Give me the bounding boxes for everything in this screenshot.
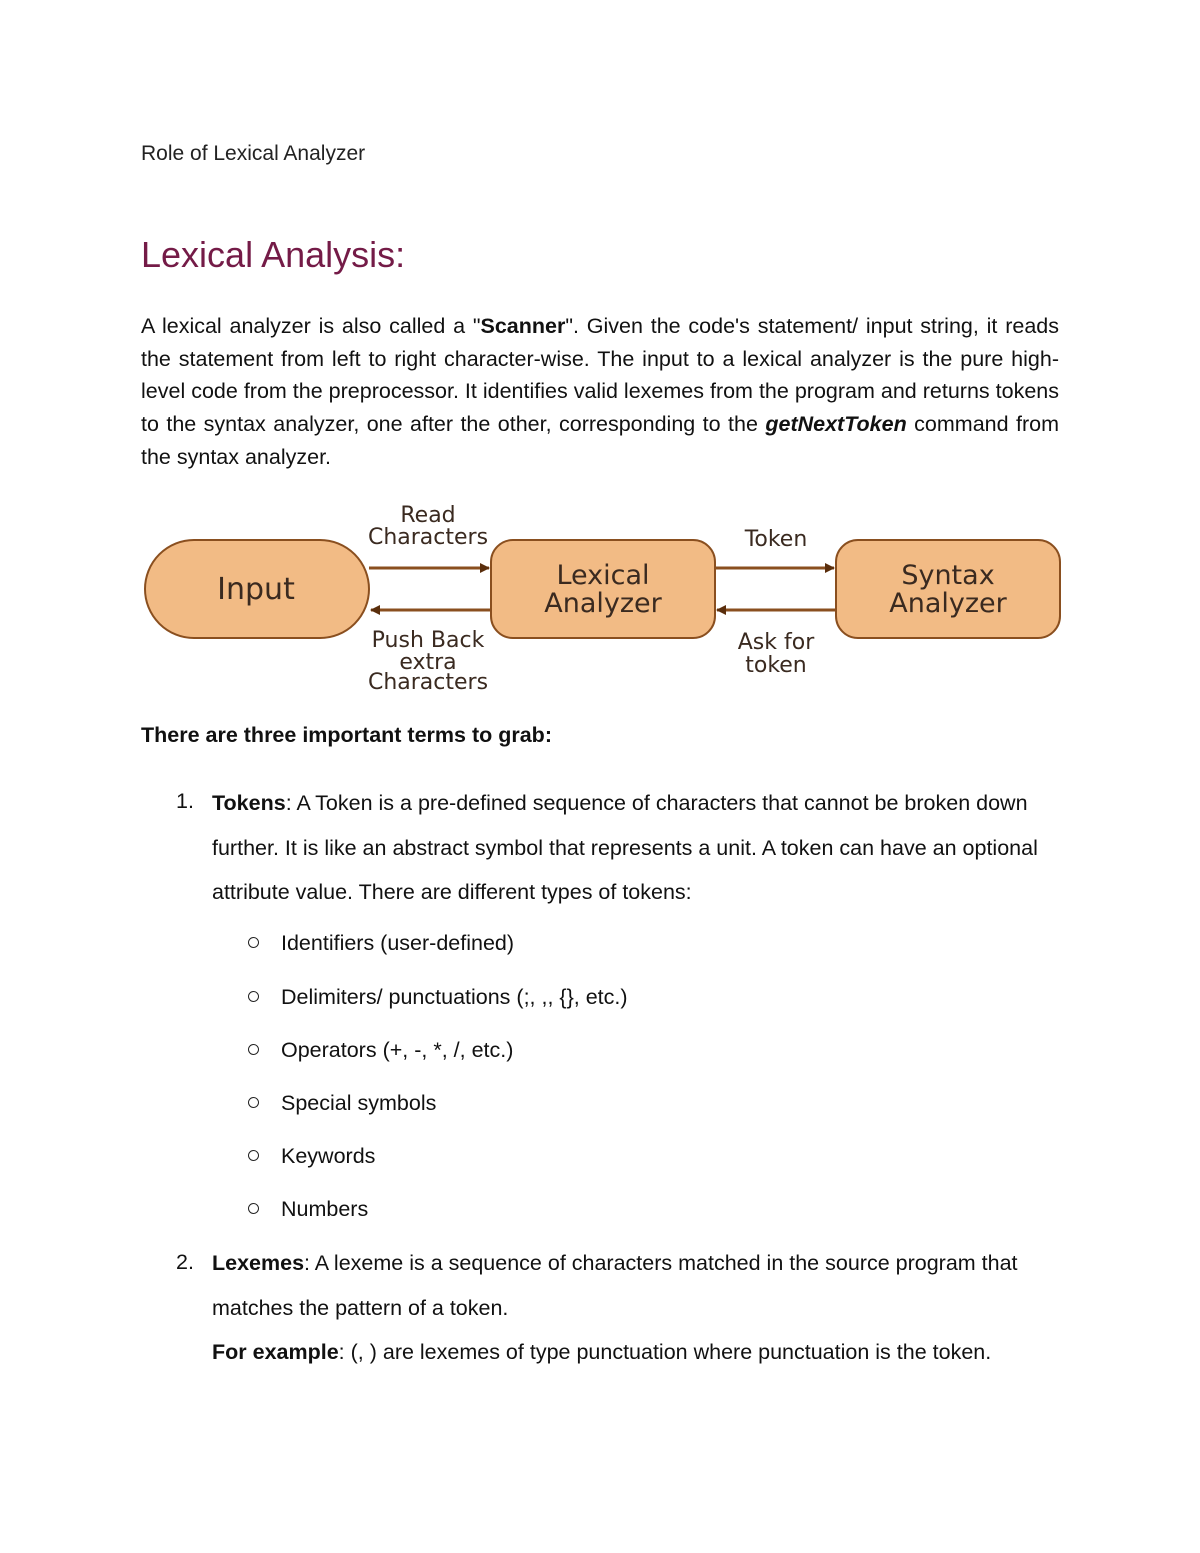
circle-bullet-icon (248, 1097, 259, 1108)
list-item (248, 931, 514, 956)
circle-bullet-icon (248, 991, 259, 1002)
list-item (248, 985, 628, 1010)
circle-bullet-icon (248, 1203, 259, 1214)
list-number: 2. (176, 1250, 194, 1274)
token-type: Numbers (281, 1197, 369, 1221)
list-number: 1. (176, 789, 194, 813)
token-type: Operators (+, -, *, /, etc.) (281, 1038, 514, 1062)
list-item-tokens (212, 781, 1062, 915)
scanner-term: Scanner (480, 314, 566, 338)
read-label: Characters (367, 525, 489, 550)
syntax-label: Analyzer (889, 588, 1007, 619)
ask-label: token (745, 653, 807, 678)
token-type: Identifiers (user-defined) (281, 931, 515, 955)
circle-bullet-icon (248, 937, 259, 948)
term-description: : A lexeme is a sequence of characters matched in the source program that matches the pattern of a token. (212, 1251, 1018, 1320)
token-type: Special symbols (281, 1091, 437, 1115)
circle-bullet-icon (248, 1044, 259, 1055)
term: Lexemes (212, 1251, 305, 1275)
list-item-lexemes (212, 1241, 1062, 1375)
lexical-label: Analyzer (544, 588, 662, 619)
ask-label: Ask for (737, 630, 815, 655)
push-label: Characters (367, 670, 489, 695)
lexical-label: Lexical (556, 560, 650, 591)
push-label: extra (399, 650, 457, 675)
term: Tokens (212, 791, 286, 815)
token-label: Token (744, 527, 808, 552)
intro-text: A lexical analyzer is also called a " (141, 314, 481, 338)
list-item (248, 1144, 375, 1169)
intro-paragraph (141, 310, 1059, 474)
lexical-analyzer-diagram (140, 495, 1065, 695)
syntax-label: Syntax (901, 560, 995, 591)
list-item (248, 1038, 513, 1063)
example-label: For example (212, 1340, 339, 1364)
section-heading: Lexical Analysis: (141, 234, 406, 275)
input-label: Input (217, 572, 295, 607)
list-item (248, 1197, 368, 1222)
command-term: getNextToken (765, 412, 907, 437)
list-item (248, 1091, 436, 1116)
intro-text: command from the syntax analyzer. (141, 412, 1059, 469)
document-title: Role of Lexical Analyzer (141, 142, 366, 165)
push-label: Push Back (371, 628, 485, 653)
term-description: : A Token is a pre-defined sequence of characters that cannot be broken down further. It is like an abstract symbol that represents a unit. A token can have an optional attribute value. There are different types of tokens: (212, 791, 1038, 904)
terms-lead: There are three important terms to grab: (141, 723, 552, 747)
token-type: Keywords (281, 1144, 376, 1168)
token-type: Delimiters/ punctuations (;, ,, {}, etc.) (281, 985, 628, 1009)
intro-text: ". Given the code's statement/ input string, it reads the statement from left to right character-wise. The input to a lexical analyzer is the pure high-level code from the preprocessor. It identifies valid lexemes from the program and returns tokens to the syntax analyzer, one after the other, corresponding to the (141, 314, 1059, 437)
read-label: Read (400, 503, 456, 528)
example-text: : (, ) are lexemes of type punctuation where punctuation is the token. (338, 1340, 992, 1364)
circle-bullet-icon (248, 1150, 259, 1161)
